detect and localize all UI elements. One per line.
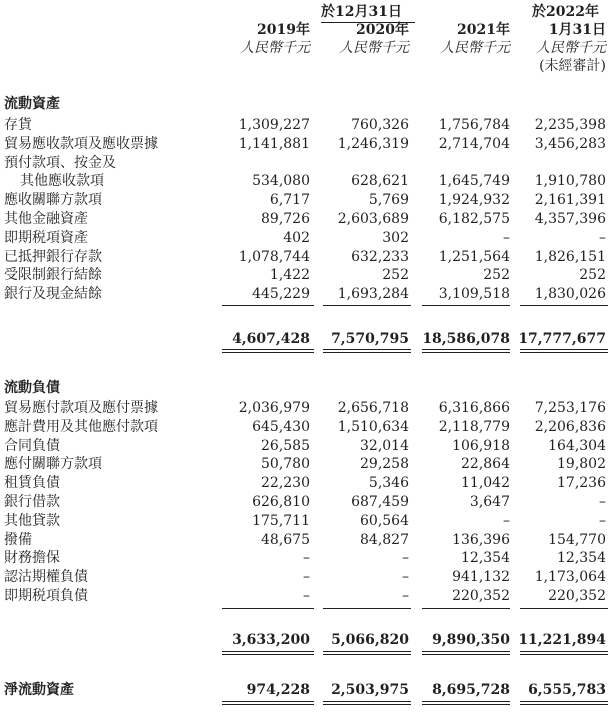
last-col-year: 於2022年 [532, 4, 599, 20]
rule [520, 608, 608, 609]
table-cell: 402 [283, 229, 310, 246]
table-cell: 50,780 [261, 456, 310, 473]
table-cell: – [402, 569, 409, 586]
total-cell: 974,228 [246, 682, 310, 698]
rule [222, 701, 314, 705]
rule [323, 651, 411, 655]
row-label: 貿易應收款項及應收票據 [4, 135, 158, 152]
total-cell: 4,607,428 [232, 331, 310, 347]
table-cell: 1,924,932 [438, 192, 510, 209]
total-cell: 18,586,078 [422, 331, 510, 347]
row-label: 銀行借款 [4, 494, 60, 510]
table-cell: – [402, 588, 409, 604]
rule [520, 349, 608, 353]
total-cell: 6,555,783 [528, 682, 606, 698]
row-label: 財務擔保 [4, 550, 60, 567]
row-label: 即期税項負債 [4, 588, 88, 604]
total-cell: 2,503,975 [331, 682, 409, 698]
rule [520, 701, 608, 705]
table-cell: 89,726 [261, 211, 310, 227]
row-label: 受限制銀行結餘 [4, 267, 102, 284]
table-cell: 154,770 [548, 531, 606, 548]
row-label: 存貨 [4, 117, 32, 133]
row-label: 淨流動資產 [4, 682, 74, 698]
year-2019: 2019年 [257, 22, 310, 38]
table-cell: 22,864 [461, 456, 510, 473]
row-label: 合同負債 [4, 437, 60, 454]
year-2020: 2020年 [356, 22, 409, 38]
table-cell: – [503, 512, 510, 529]
table-cell: 6,182,575 [438, 211, 510, 227]
table-cell: 26,585 [261, 437, 310, 454]
rule [323, 349, 411, 353]
table-cell: 11,042 [461, 475, 510, 492]
table-cell: – [303, 550, 310, 567]
table-cell: 1,422 [269, 267, 310, 284]
table-cell: – [599, 512, 606, 529]
table-cell: – [599, 494, 606, 510]
row-label: 應付關聯方款項 [4, 456, 102, 473]
table-cell: 1,246,319 [337, 135, 409, 152]
table-cell: 12,354 [461, 550, 510, 567]
table-cell: 2,235,398 [534, 117, 606, 133]
table-cell: 1,309,227 [238, 117, 310, 133]
table-cell: 632,233 [351, 248, 409, 265]
unit-2020: 人民幣千元 [339, 40, 409, 56]
group-header: 於12月31日 [321, 4, 402, 20]
last-col-date: 1月31日 [548, 22, 606, 38]
table-cell: 941,132 [452, 569, 510, 586]
table-cell: 1,693,284 [337, 286, 409, 303]
table-cell: 17,236 [557, 475, 606, 492]
table-cell: 106,918 [452, 437, 510, 454]
table-cell: 1,078,744 [238, 248, 310, 265]
row-label: 其他應收款項 [20, 173, 104, 190]
rule [520, 651, 608, 655]
table-cell: – [599, 229, 606, 246]
table-cell: 1,826,151 [534, 248, 606, 265]
table-cell: 1,173,064 [534, 569, 606, 586]
table-cell: 136,396 [452, 531, 510, 548]
rule [520, 305, 608, 306]
table-cell: 22,230 [261, 475, 310, 492]
table-cell: 2,656,718 [337, 400, 409, 416]
table-cell: 626,810 [252, 494, 310, 510]
total-cell: 8,695,728 [432, 682, 510, 698]
row-label: 撥備 [4, 531, 32, 548]
row-label: 應計費用及其他應付款項 [4, 418, 158, 435]
table-cell: 1,830,026 [534, 286, 606, 303]
rule [323, 608, 411, 609]
table-cell: 1,756,784 [438, 117, 510, 133]
table-cell: 7,253,176 [534, 400, 606, 416]
table-cell: 687,459 [351, 494, 409, 510]
table-cell: 220,352 [452, 588, 510, 604]
unaudited-note: (未經審計) [539, 58, 606, 74]
rule [222, 651, 314, 655]
table-cell: 760,326 [351, 117, 409, 133]
table-cell: 5,346 [368, 475, 409, 492]
row-label: 認沽期權負債 [4, 569, 88, 586]
rule [323, 305, 411, 306]
table-cell: 3,647 [469, 494, 510, 510]
row-label: 應收關聯方款項 [4, 192, 102, 209]
table-cell: 12,354 [557, 550, 606, 567]
row-label: 租賃負債 [4, 475, 60, 492]
unit-2022: 人民幣千元 [536, 40, 606, 56]
table-cell: 1,510,634 [337, 418, 409, 435]
rule [422, 651, 510, 655]
table-cell: 4,357,396 [534, 211, 606, 227]
table-cell: 445,229 [252, 286, 310, 303]
table-cell: 1,910,780 [534, 173, 606, 190]
rule [323, 701, 411, 705]
table-cell: 1,141,881 [238, 135, 310, 152]
table-cell: 252 [579, 267, 606, 284]
table-cell: 1,251,564 [438, 248, 510, 265]
table-cell: 19,802 [557, 456, 606, 473]
table-cell: 220,352 [548, 588, 606, 604]
table-cell: 32,014 [360, 437, 409, 454]
row-label: 貿易應付款項及應付票據 [4, 400, 158, 416]
total-cell: 5,066,820 [331, 632, 409, 648]
rule [422, 608, 510, 609]
table-cell: 5,769 [368, 192, 409, 209]
table-cell: 2,206,836 [534, 418, 606, 435]
table-cell: – [402, 550, 409, 567]
row-label: 其他貸款 [4, 512, 60, 529]
total-cell: 11,221,894 [518, 632, 606, 648]
table-cell: 645,430 [252, 418, 310, 435]
table-cell: 29,258 [360, 456, 409, 473]
table-cell: 3,109,518 [438, 286, 510, 303]
rule [222, 305, 314, 306]
table-cell: 84,827 [360, 531, 409, 548]
table-cell: 2,161,391 [534, 192, 606, 209]
table-cell: 1,645,749 [438, 173, 510, 190]
table-cell: 252 [483, 267, 510, 284]
table-cell: 534,080 [252, 173, 310, 190]
total-cell: 17,777,677 [518, 331, 606, 347]
table-cell: 628,621 [351, 173, 409, 190]
table-cell: 48,675 [261, 531, 310, 548]
total-cell: 7,570,795 [331, 331, 409, 347]
total-cell: 3,633,200 [232, 632, 310, 648]
assets-title: 流動資產 [4, 96, 60, 112]
table-cell: 164,304 [548, 437, 606, 454]
table-cell: 252 [382, 267, 409, 284]
table-cell: – [503, 229, 510, 246]
unit-2019: 人民幣千元 [240, 40, 310, 56]
row-label: 其他金融資產 [4, 211, 88, 227]
liabilities-title: 流動負債 [4, 380, 60, 396]
table-cell: 2,036,979 [238, 400, 310, 416]
rule [422, 349, 510, 353]
row-label: 預付款項、按金及 [4, 154, 116, 171]
table-cell: 2,118,779 [438, 418, 510, 435]
year-2021: 2021年 [457, 22, 510, 38]
total-cell: 9,890,350 [432, 632, 510, 648]
table-cell: 6,316,866 [438, 400, 510, 416]
rule [422, 305, 510, 306]
table-cell: – [303, 569, 310, 586]
table-cell: 302 [382, 229, 409, 246]
unit-2021: 人民幣千元 [440, 40, 510, 56]
table-cell: – [303, 588, 310, 604]
row-label: 已抵押銀行存款 [4, 248, 102, 265]
row-label: 即期税項資產 [4, 229, 88, 246]
table-cell: 2,603,689 [337, 211, 409, 227]
rule [422, 701, 510, 705]
table-cell: 60,564 [360, 512, 409, 529]
rule [222, 608, 314, 609]
table-cell: 2,714,704 [438, 135, 510, 152]
rule [222, 349, 314, 353]
table-cell: 6,717 [269, 192, 310, 209]
row-label: 銀行及現金結餘 [4, 286, 102, 303]
table-cell: 3,456,283 [534, 135, 606, 152]
table-cell: 175,711 [252, 512, 310, 529]
